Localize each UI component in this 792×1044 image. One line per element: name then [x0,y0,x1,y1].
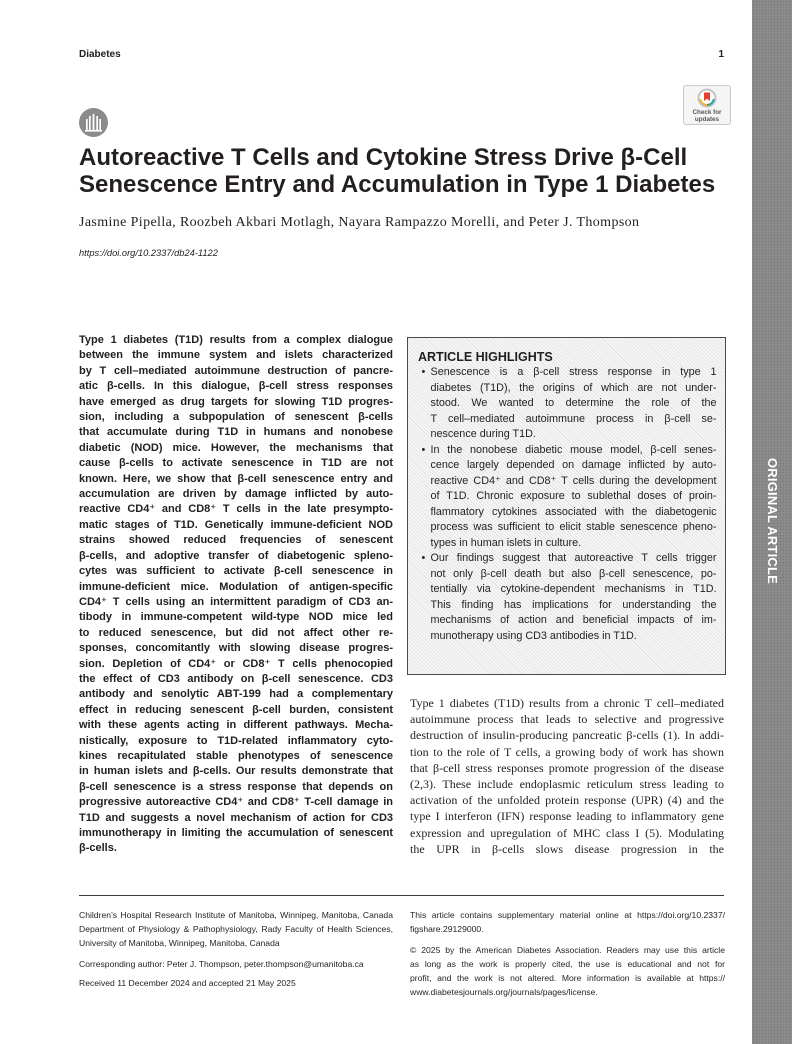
body-line: type I interferon (IFN) response leading to inflammatory gene [410,809,724,824]
highlight-bullet [431,365,717,443]
body-line: the UPR in β-cells slows disease progression in the [410,841,724,856]
highlight-line: types in human islets in culture. [430,536,582,549]
highlight-line: nescence during T1D. [430,428,536,440]
footer-license-notes [410,908,725,999]
abstract-line: that accumulate during T1D in humans and nonobese [79,426,393,439]
footer-line: profit, and the work is not altered. More information is available at https:// [410,973,725,983]
body-line: Type 1 diabetes (T1D) results from a chronic T cell–mediated [410,696,724,710]
bullet-marker [422,551,428,567]
abstract [79,333,393,857]
abstract-line: kines recapitulated stable phenotypes of senescence [79,749,393,762]
bullet-marker [422,365,428,381]
bullet-marker [422,443,428,459]
highlight-line: T cell–mediated autoimmune process in β-cell se- [430,412,717,425]
highlight-line: stood. We wanted to determine the role of the [430,397,717,409]
check-for-updates-label-line2: updates [694,116,720,123]
article-title [79,144,739,198]
highlight-line: diabetes (T1D), the origins of which are not under- [430,381,717,394]
body-line: tion to the role of T cells, a growing body of work has shown [410,744,724,759]
abstract-line: cause β-cells to activate senescence in T1D are not [79,457,393,470]
page-number: 1 [718,49,724,60]
abstract-line: have emerged as drug targets for slowing T1D progres- [79,395,393,408]
footer-paragraph [410,908,725,936]
check-for-updates-badge[interactable] [683,85,731,125]
abstract-line: accumulation are driven by damage inflicted by auto- [79,488,393,501]
abstract-line: β-cells, and adoptive transfer of diabetogenic spleno- [79,549,393,562]
highlights-heading: ARTICLE HIGHLIGHTS [418,350,553,364]
highlight-line: Senescence is a β-cell stress response in type 1 [430,366,717,378]
abstract-line: between the immune system and islets characterized [79,349,393,362]
highlight-line: process was sufficient to elicit stable senescence pheno- [430,521,717,533]
highlight-line: cence largely depended on damage inflicted by auto- [430,459,717,471]
footer-line: www.diabetesjournals.org/journals/pages/license. [410,987,598,997]
abstract-line: β-cell senescence is a stress response that depends on [79,780,393,793]
footer-line: Children’s Hospital Research Institute of Manitoba, Winnipeg, Manitoba, Canada [79,910,393,920]
body-line: destruction of insulin-producing pancreatic β-cells (1). In addi- [410,728,724,743]
highlight-line: tentially via cytokine-dependent mechanisms in T1D. [430,583,717,595]
abstract-line: diabetic (NOD) mice. However, the mechanisms that [79,441,393,454]
author-list: Jasmine Pipella, Roozbeh Akbari Motlagh, Nayara Rampazzo Morelli, and Peter J. Thompson [79,215,640,230]
abstract-line: sion. Depletion of CD4⁺ or CD8⁺ T cells phenocopied [79,657,393,670]
side-tab [752,0,792,1044]
highlight-line: Our findings suggest that autoreactive T cells trigger [430,552,717,564]
footer-divider [79,895,724,896]
abstract-line: Type 1 diabetes (T1D) results from a complex dialogue [79,334,393,346]
abstract-line: sion, including a subpopulation of senescent β-cells [79,411,393,424]
footer-line: This article contains supplementary material online at https://doi.org/10.2337/ [410,910,725,920]
doi-link[interactable]: https://doi.org/10.2337/db24-1122 [79,248,218,258]
abstract-line: known. Here, we show that β-cell senescence entry and [79,472,393,485]
article-highlights-box [407,337,726,675]
abstract-line: immunotherapy in limiting the accumulation of senescent [79,827,393,839]
body-line: (2,3). These include endoplasmic reticulum stress leading to [410,777,724,792]
body-text [410,695,724,857]
check-for-updates-icon [697,88,717,108]
side-tab-label: ORIGINAL ARTICLE [765,458,780,584]
footer-line: University of Manitoba, Winnipeg, Manitoba, Canada [79,938,280,948]
abstract-line: effect in reducing senescent β-cell burden, consistent [79,703,393,716]
abstract-line: immune-deficient mice. Modulation of antigen-specific [79,580,393,593]
abstract-line: strains showed reduced frequencies of senescent [79,534,393,547]
footer-line: Corresponding author: Peter J. Thompson, peter.thompson@umanitoba.ca [79,959,364,969]
abstract-line: cytes was sufficient to activate β-cell senescence in [79,565,393,578]
check-for-updates-label-line1: Check for [692,109,722,116]
abstract-line: in human islets and β-cells. Our results demonstrate that [79,765,393,778]
abstract-line: sponses, concomitantly with slowing disease progres- [79,642,393,655]
abstract-line: CD4⁺ T cells using an intermittent paradigm of CD3 an- [79,595,393,608]
footer-line: figshare.29129000. [410,924,484,934]
abstract-line: to reduced senescence, but did not affect other re- [79,626,393,639]
highlight-line: of T1D. Chronic exposure to sublethal doses of proin- [430,490,717,502]
free-access-icon-graphic [79,108,108,137]
abstract-line: by T cell–mediated autoimmune destruction of pancre- [79,364,393,377]
highlight-line: This finding has implications for understanding the [430,598,717,611]
highlight-bullet [431,551,717,644]
journal-name: Diabetes [79,49,121,60]
abstract-line: atic β-cells. In this dialogue, β-cell stress responses [79,380,393,393]
highlight-line: flammatory cytokines associated with the diabetogenic [430,505,717,518]
footer-paragraph [410,943,725,999]
abstract-line: with these agents acting in different pathways. Mecha- [79,719,393,732]
highlight-line: mechanisms of action and beneficial impacts of im- [430,614,717,626]
highlight-line: In the nonobese diabetic mouse model, β-cell senes- [430,443,717,456]
abstract-line: tibody in immune-competent wild-type NOD mice led [79,611,393,624]
body-line: expression and upregulation of MHC class I (5). Modulating [410,825,724,840]
abstract-line: matic stages of T1D. Genetically immune-deficient NOD [79,518,393,531]
highlight-line: munotherapy using CD3 antibodies in T1D. [430,629,637,642]
body-line: autoimmune process that leads to selective and progressive [410,712,724,727]
footer-line: Received 11 December 2024 and accepted 21 May 2025 [79,978,296,988]
footer-paragraph [79,908,393,950]
footer-line: © 2025 by the American Diabetes Association. Readers may use this article [410,945,725,955]
abstract-line: progressive autoreactive CD4⁺ and CD8⁺ T-cell damage in [79,796,393,809]
footer-affiliations [79,908,393,990]
free-access-icon [79,108,108,137]
abstract-line: β-cells. [79,842,117,855]
footer-paragraph [79,957,393,971]
title-line-1: Autoreactive T Cells and Cytokine Stress Drive β-Cell [79,144,688,171]
abstract-line: T1D and suggests a novel mechanism of action for CD3 [79,811,393,824]
highlight-bullet [431,443,717,552]
abstract-line: the effect of CD3 antibody on β-cell senescence. CD3 [79,672,393,685]
footer-line: Department of Physiology & Pathophysiology, Rady Faculty of Health Sciences, [79,924,393,934]
title-line-2: Senescence Entry and Accumulation in Type 1 Diabetes [79,171,716,198]
abstract-line: antibody and senolytic ABT-199 had a complementary [79,688,393,701]
footer-paragraph [79,976,393,990]
abstract-line: reactive CD4⁺ and CD8⁺ T cells in the late presympto- [79,503,393,516]
highlights-list [431,365,717,644]
body-line: activation of the unfolded protein response (UPR) (4) and the [410,793,724,808]
highlight-line: not only β-cell death but also β-cell senescence, po- [430,567,717,580]
highlight-line: reactive CD4⁺ and CD8⁺ T cells during the development [430,474,717,487]
footer-line: as long as the work is properly cited, the use is educational and not for [410,959,725,969]
abstract-line: nistically, exposure to T1D-related inflammatory cyto- [79,734,393,747]
body-line: that β-cell stress responses promote progression of the disease [410,760,724,775]
